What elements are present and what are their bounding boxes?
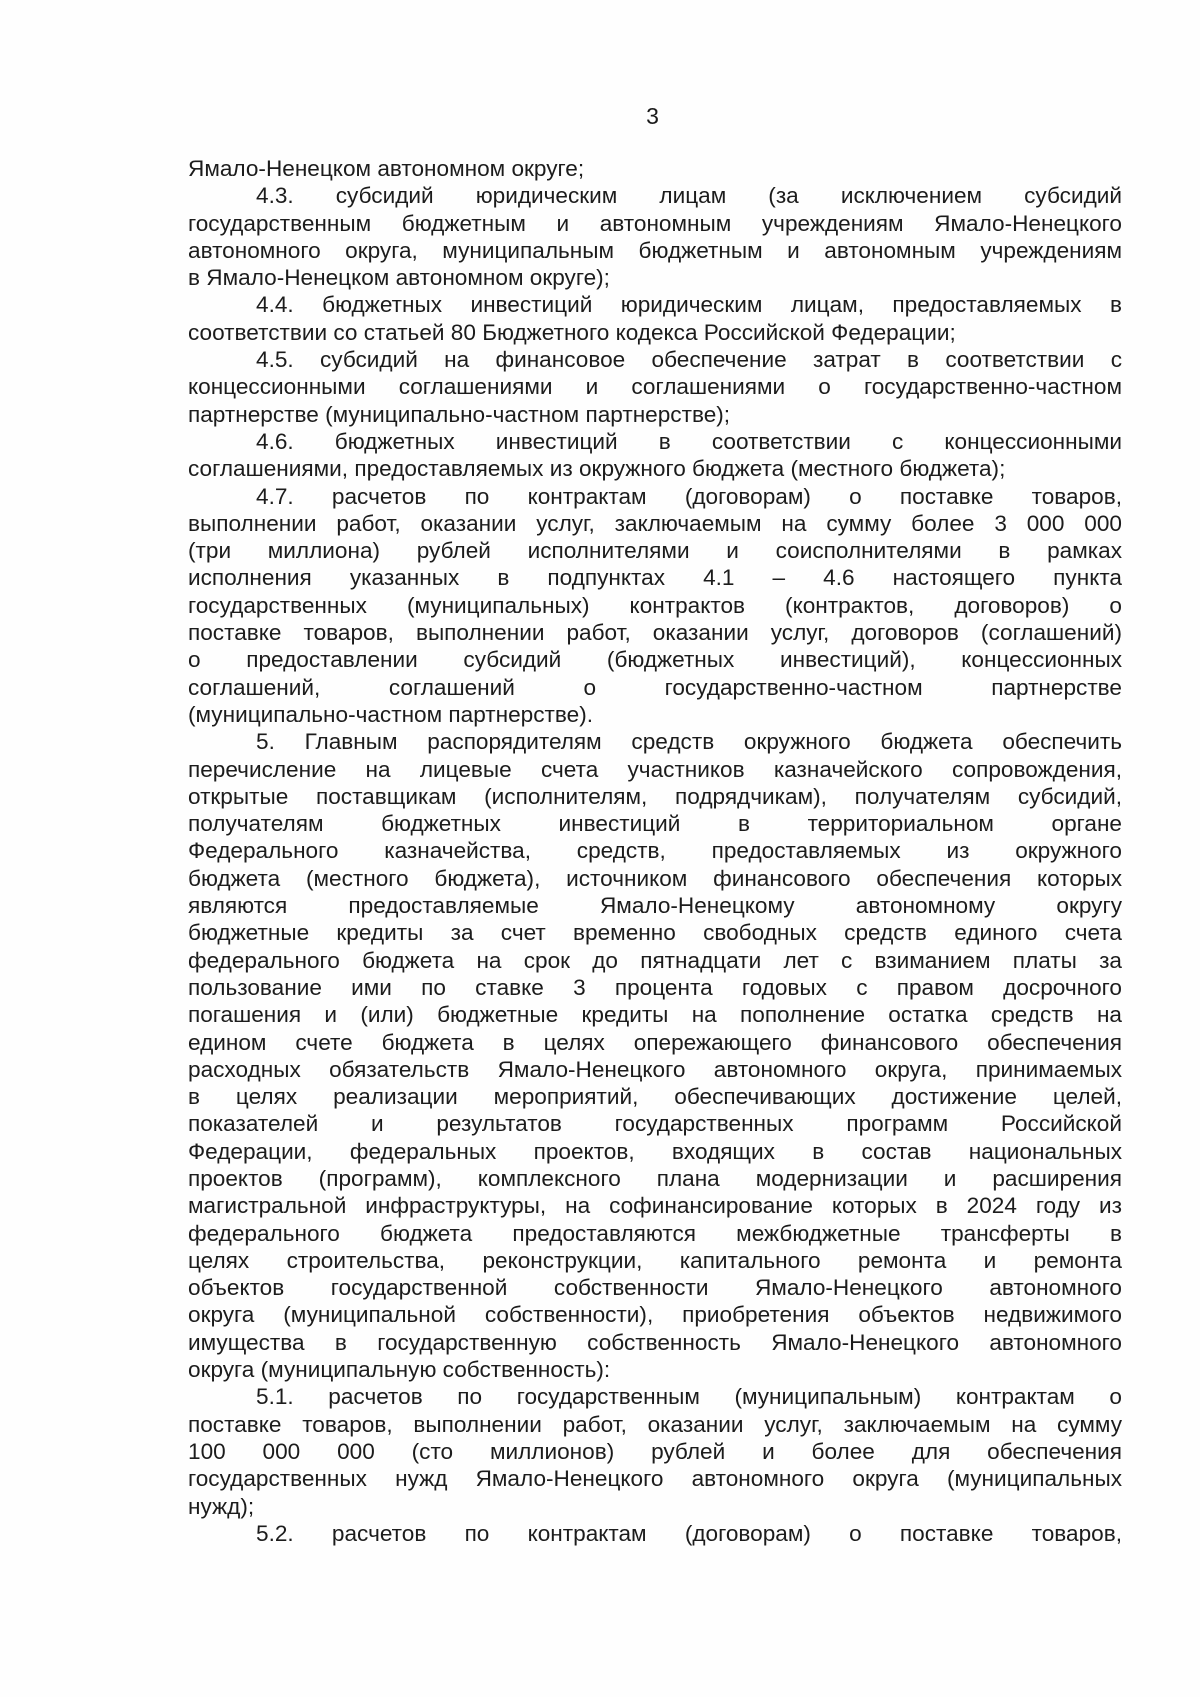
text-line: выполнении работ, оказании услуг, заключаемым на сумму более 3 000 000: [188, 510, 1122, 536]
text-line: нужд);: [188, 1493, 255, 1519]
text-line: 4.4. бюджетных инвестиций юридическим лицам, предоставляемых в: [256, 292, 1122, 318]
text-line: 4.7. расчетов по контрактам (договорам) о поставке товаров,: [256, 483, 1122, 509]
text-line: округа (муниципальной собственности), приобретения объектов недвижимого: [188, 1302, 1122, 1328]
page-number: 3: [646, 103, 659, 129]
text-line: государственных нужд Ямало-Ненецкого автономного округа (муниципальных: [188, 1466, 1122, 1492]
text-line: 5.1. расчетов по государственным (муниципальным) контрактам о: [256, 1384, 1122, 1410]
text-line: 4.5. субсидий на финансовое обеспечение затрат в соответствии с: [256, 347, 1122, 373]
text-line: магистральной инфраструктуры, на софинансирование которых в 2024 году из: [188, 1193, 1122, 1219]
text-line: 4.3. субсидий юридическим лицам (за исключением субсидий: [256, 183, 1122, 209]
text-line: 4.6. бюджетных инвестиций в соответствии с концессионными: [256, 428, 1122, 454]
text-line: погашения и (или) бюджетные кредиты на пополнение остатка средств на: [188, 1002, 1122, 1028]
text-line: Федерального казначейства, средств, предоставляемых из окружного: [188, 838, 1122, 864]
text-line: исполнения указанных в подпунктах 4.1 – 4.6 настоящего пункта: [188, 565, 1122, 591]
text-line: (муниципально-частном партнерстве).: [188, 701, 594, 727]
text-line: государственным бюджетным и автономным учреждениям Ямало-Ненецкого: [188, 210, 1122, 236]
text-line: объектов государственной собственности Ямало-Ненецкого автономного: [188, 1275, 1122, 1301]
text-line: Федерации, федеральных проектов, входящих в состав национальных: [188, 1138, 1122, 1164]
text-line: (три миллиона) рублей исполнителями и соисполнителями в рамках: [188, 538, 1122, 564]
text-line: являются предоставляемые Ямало-Ненецкому автономному округу: [188, 893, 1122, 919]
text-line: перечисление на лицевые счета участников казначейского сопровождения,: [188, 756, 1122, 782]
text-line: поставке товаров, выполнении работ, оказании услуг, заключаемым на сумму: [188, 1411, 1122, 1437]
text-line: концессионными соглашениями и соглашениями о государственно-частном: [188, 374, 1122, 400]
text-line: расходных обязательств Ямало-Ненецкого автономного округа, принимаемых: [188, 1056, 1122, 1082]
text-line: государственных (муниципальных) контрактов (контрактов, договоров) о: [188, 592, 1122, 618]
text-line: соответствии со статьей 80 Бюджетного кодекса Российской Федерации;: [188, 319, 956, 345]
text-line: соглашений, соглашений о государственно-частном партнерстве: [188, 674, 1122, 700]
text-line: показателей и результатов государственных программ Российской: [188, 1111, 1122, 1137]
text-line: в Ямало-Ненецком автономном округе);: [188, 265, 610, 291]
text-line: поставке товаров, выполнении работ, оказании услуг, договоров (соглашений): [188, 620, 1122, 646]
text-line: бюджета (местного бюджета), источником финансового обеспечения которых: [188, 865, 1122, 891]
text-line: округа (муниципальную собственность):: [188, 1357, 611, 1383]
text-line: 5. Главным распорядителям средств окружного бюджета обеспечить: [256, 729, 1122, 755]
text-line: пользование ими по ставке 3 процента годовых с правом досрочного: [188, 974, 1122, 1000]
document-body: [188, 155, 1122, 1547]
text-line: соглашениями, предоставляемых из окружного бюджета (местного бюджета);: [188, 456, 1006, 482]
text-line: федерального бюджета на срок до пятнадцати лет с взиманием платы за: [188, 947, 1122, 973]
text-line: 5.2. расчетов по контрактам (договорам) о поставке товаров,: [256, 1520, 1122, 1546]
text-line: федерального бюджета предоставляются межбюджетные трансферты в: [188, 1220, 1122, 1246]
text-line: проектов (программ), комплексного плана модернизации и расширения: [188, 1165, 1122, 1191]
text-line: 100 000 000 (сто миллионов) рублей и более для обеспечения: [188, 1438, 1122, 1464]
text-line: имущества в государственную собственность Ямало-Ненецкого автономного: [188, 1329, 1122, 1355]
text-line: в целях реализации мероприятий, обеспечивающих достижение целей,: [188, 1084, 1122, 1110]
text-line: о предоставлении субсидий (бюджетных инвестиций), концессионных: [188, 647, 1122, 673]
text-line: едином счете бюджета в целях опережающего финансового обеспечения: [188, 1029, 1122, 1055]
text-line: получателям бюджетных инвестиций в территориальном органе: [188, 811, 1122, 837]
text-line: целях строительства, реконструкции, капитального ремонта и ремонта: [188, 1247, 1122, 1273]
text-line: открытые поставщикам (исполнителям, подрядчикам), получателям субсидий,: [188, 783, 1122, 809]
text-line: автономного округа, муниципальным бюджетным и автономным учреждениям: [188, 237, 1122, 263]
text-line: бюджетные кредиты за счет временно свободных средств единого счета: [188, 920, 1122, 946]
text-line: Ямало-Ненецком автономном округе;: [188, 156, 585, 181]
text-line: партнерстве (муниципально-частном партнерстве);: [188, 401, 731, 427]
